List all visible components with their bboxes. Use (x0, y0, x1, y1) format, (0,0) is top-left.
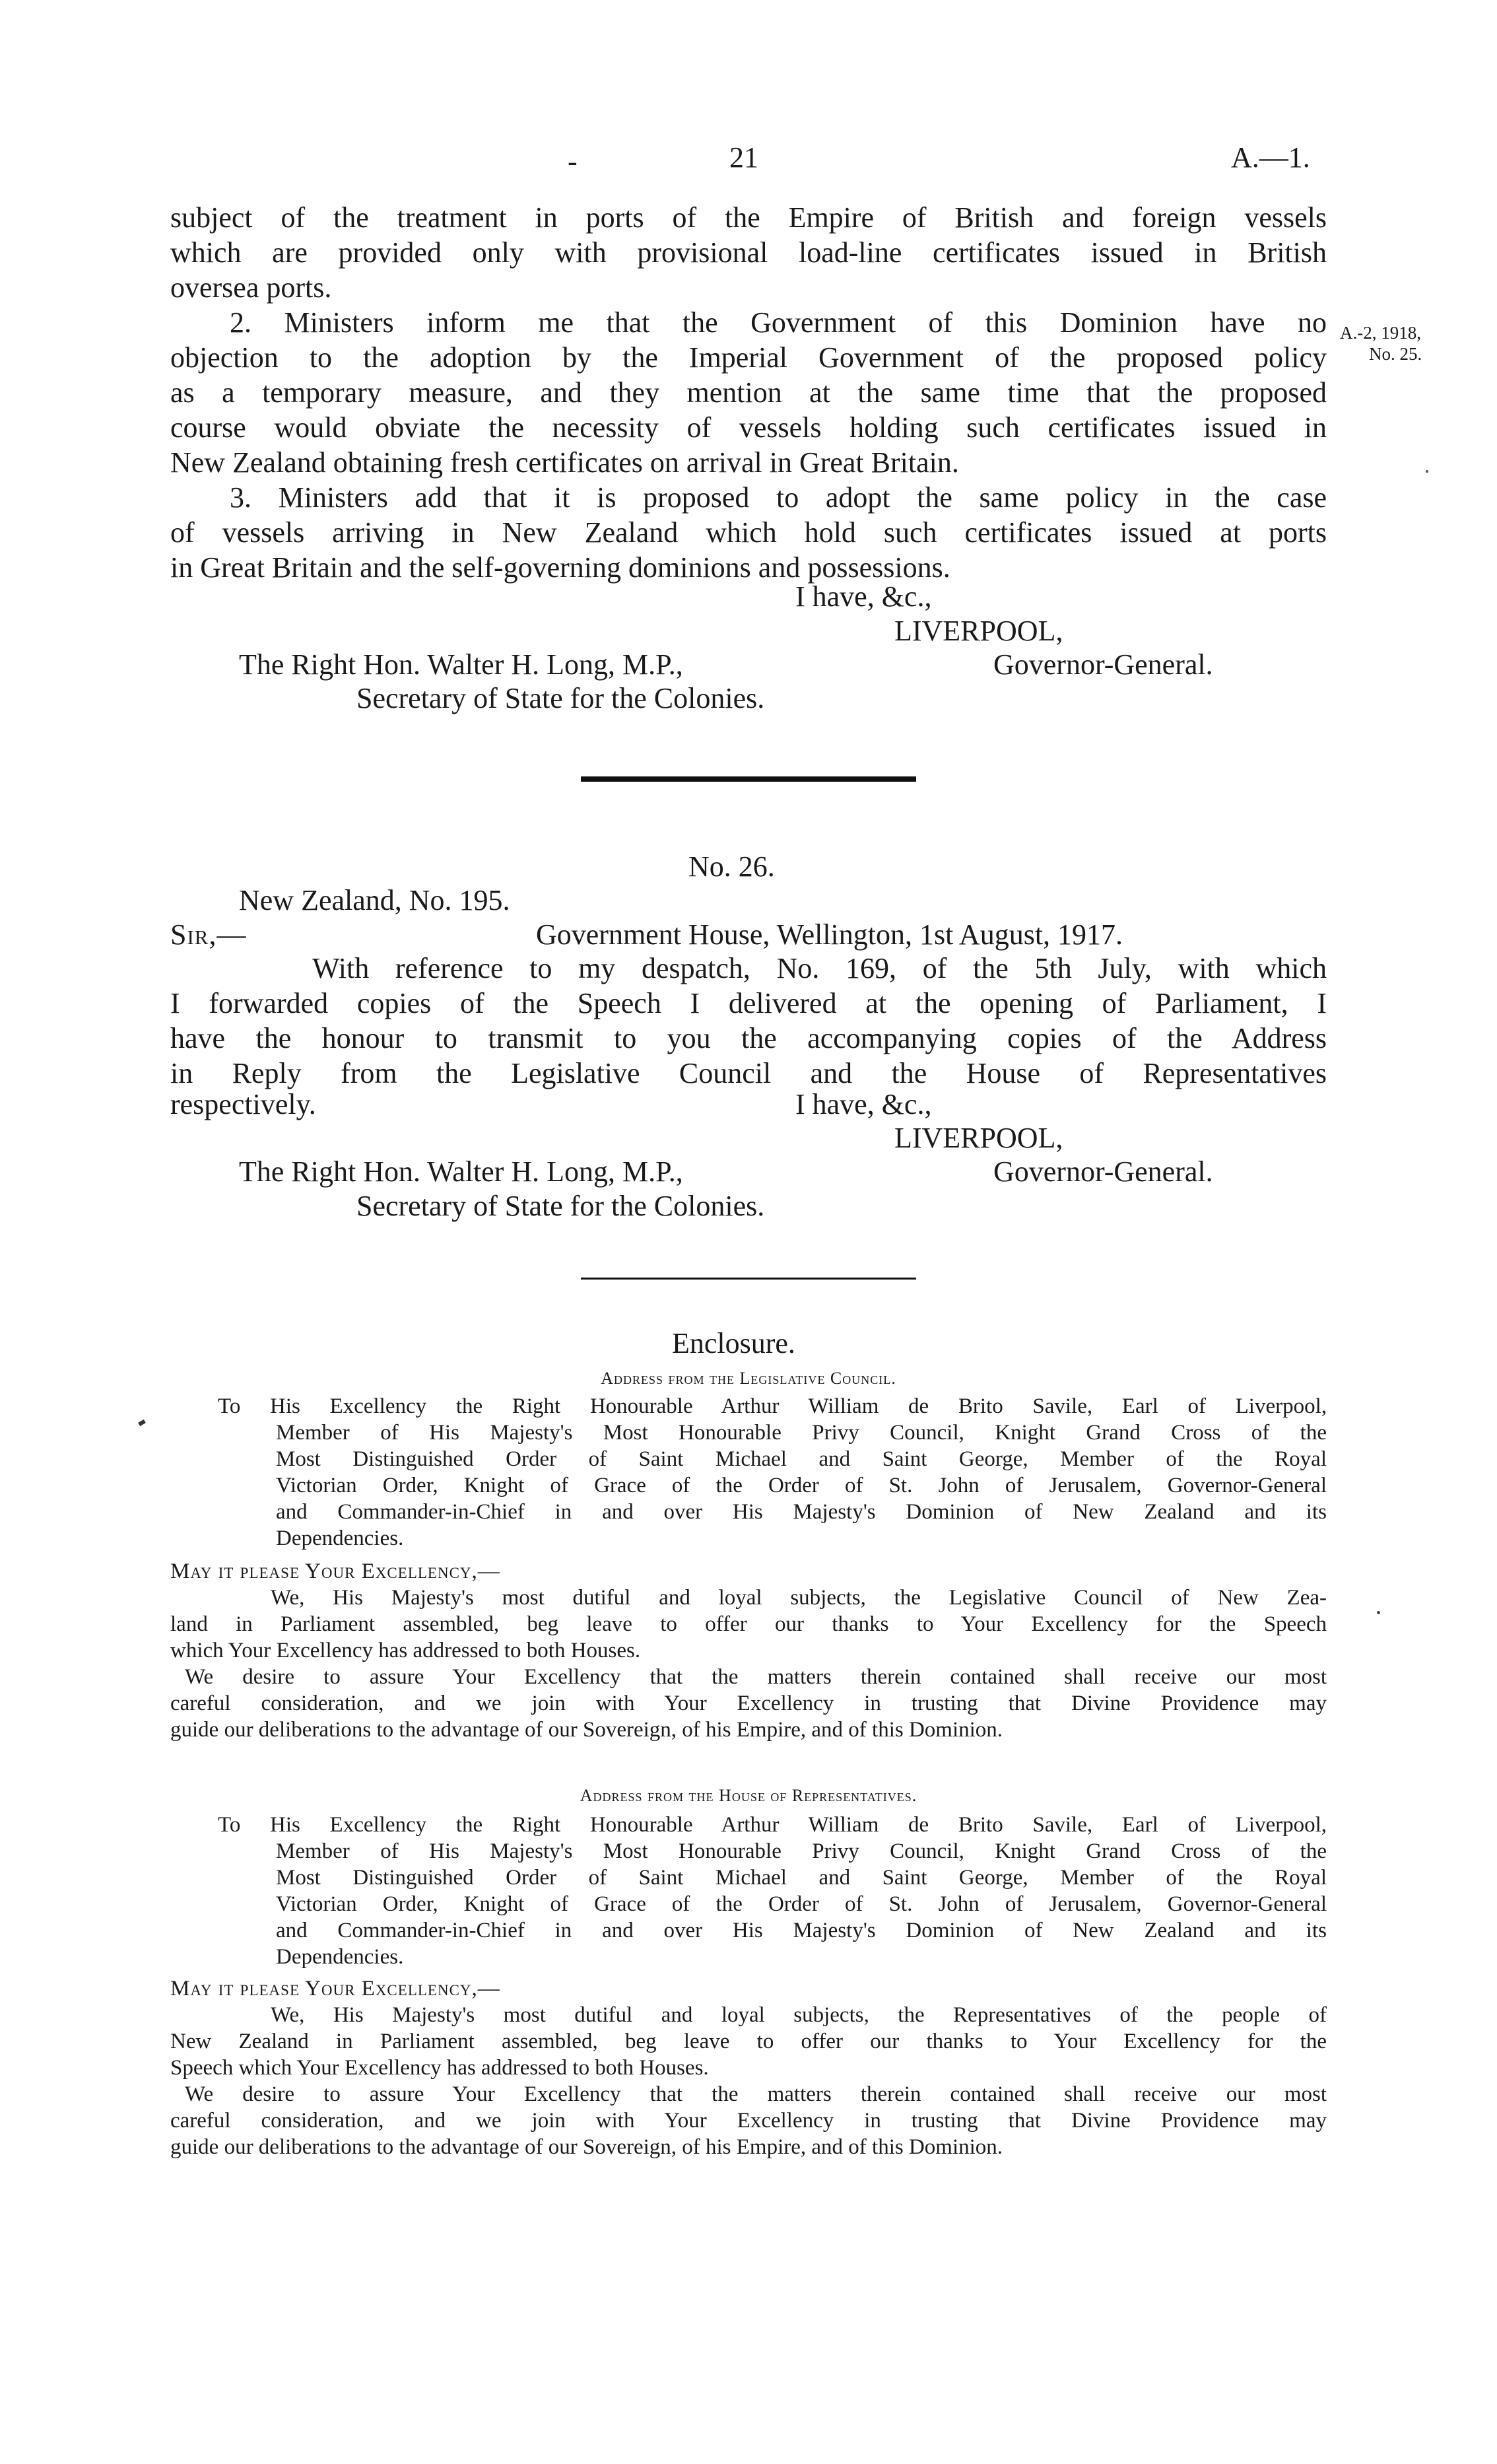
page-number: 21 (729, 141, 758, 174)
text-line: To His Excellency the Right Honourable Arthur William de Brito Savile, Earl of Liverpool, (218, 1813, 1327, 1837)
text-line: which are provided only with provisional load-line certificates issued in British (170, 236, 1327, 269)
text-line: Dependencies. (276, 1526, 404, 1550)
enclosure-title: Enclosure. (672, 1327, 795, 1359)
text-line: which Your Excellency has addressed to both Houses. (170, 1639, 641, 1662)
letter-26-place-date: Government House, Wellington, 1st August, 1917. (536, 918, 1123, 951)
text-line: course would obviate the necessity of vessels holding such certificates issued in (170, 411, 1327, 444)
text-line: Member of His Majesty's Most Honourable Privy Council, Knight Grand Cross of the (276, 1421, 1327, 1445)
text-line: To His Excellency the Right Honourable Arthur William de Brito Savile, Earl of Liverpool, (218, 1394, 1327, 1418)
letter-26-addressee: The Right Hon. Walter H. Long, M.P., (239, 1155, 683, 1188)
text-line: Most Distinguished Order of Saint Michael and Saint George, Member of the Royal (276, 1447, 1327, 1471)
text-line: Victorian Order, Knight of Grace of the Order of St. John of Jerusalem, Governor-General (276, 1892, 1327, 1916)
margin-note-line-1: A.-2, 1918, (1340, 323, 1421, 343)
text-line: Most Distinguished Order of Saint Michael and Saint George, Member of the Royal (276, 1866, 1327, 1890)
house-address-body (170, 2002, 1327, 2160)
council-address-body (170, 1585, 1327, 1743)
letter-26-reference: New Zealand, No. 195. (239, 884, 510, 916)
document-reference: A.—1. (1231, 141, 1310, 174)
text-line: Dependencies. (276, 1945, 404, 1969)
council-greeting: May it please Your Excellency,— (170, 1559, 500, 1583)
section-divider-thick (581, 776, 916, 782)
scan-speck (1426, 470, 1428, 473)
letter-26-number: No. 26. (688, 850, 775, 883)
text-line: careful consideration, and we join with Your Excellency in trusting that Divine Providence may (170, 2109, 1327, 2133)
letter-26-last-line: respectively. (170, 1088, 316, 1120)
text-line: careful consideration, and we join with Your Excellency in trusting that Divine Providence may (170, 1692, 1327, 1715)
text-line: in Great Britain and the self-governing dominions and possessions. (170, 551, 950, 584)
letter-26-body (170, 951, 1327, 1091)
margin-note-line-2: No. 25. (1369, 344, 1422, 364)
text-line: oversea ports. (170, 271, 332, 304)
letter-26-addressee-title: Secretary of State for the Colonies. (356, 1190, 765, 1222)
text-line: With reference to my despatch, No. 169, of the 5th July, with which (312, 952, 1327, 984)
text-line: as a temporary measure, and they mention at the same time that the proposed (170, 376, 1327, 409)
house-greeting: May it please Your Excellency,— (170, 1977, 500, 2001)
text-line: We, His Majesty's most dutiful and loyal subjects, the Legislative Council of New Zea- (271, 1586, 1327, 1610)
letter-26-signer-title: Governor-General. (993, 1155, 1213, 1188)
text-line: We desire to assure Your Excellency that the matters therein contained shall receive our most (185, 1665, 1327, 1689)
text-line: subject of the treatment in ports of the Empire of British and foreign vessels (170, 201, 1327, 234)
text-line: 3. Ministers add that it is proposed to adopt the same policy in the case (230, 481, 1327, 514)
text-line: Member of His Majesty's Most Honourable Privy Council, Knight Grand Cross of the (276, 1839, 1327, 1863)
letter-25-addressee: The Right Hon. Walter H. Long, M.P., (239, 648, 683, 681)
text-line: We, His Majesty's most dutiful and loyal subjects, the Representatives of the people of (271, 2003, 1327, 2027)
text-line: guide our deliberations to the advantage of our Sovereign, of his Empire, and of this Dominion. (170, 1718, 1003, 1742)
section-divider-thin (581, 1278, 916, 1280)
house-address-heading: Address from the House of Representatives. (580, 1786, 917, 1805)
letter-25-body (170, 200, 1327, 585)
council-address-heading: Address from the Legislative Council. (601, 1369, 896, 1388)
text-line: objection to the adoption by the Imperial Government of the proposed policy (170, 341, 1327, 374)
text-line: We desire to assure Your Excellency that the matters therein contained shall receive our most (185, 2082, 1327, 2106)
scan-speck (138, 1420, 146, 1426)
text-line: and Commander-in-Chief in and over His Majesty's Dominion of New Zealand and its (276, 1919, 1327, 1942)
letter-25-addressee-title: Secretary of State for the Colonies. (356, 682, 765, 714)
letter-26-salutation: Sir,— (170, 918, 247, 951)
house-address-recipient (170, 1812, 1327, 1970)
text-line: Speech which Your Excellency has addressed to both Houses. (170, 2056, 709, 2080)
letter-25-signature: LIVERPOOL, (894, 615, 1063, 647)
text-line: guide our deliberations to the advantage of our Sovereign, of his Empire, and of this Dominion. (170, 2135, 1003, 2159)
scan-speck (1377, 1611, 1380, 1614)
text-line: New Zealand obtaining fresh certificates on arrival in Great Britain. (170, 446, 959, 479)
text-line: New Zealand in Parliament assembled, beg leave to offer our thanks to Your Excellency for the (170, 2030, 1327, 2053)
text-line: 2. Ministers inform me that the Government of this Dominion have no (230, 306, 1327, 339)
letter-25-signer-title: Governor-General. (993, 648, 1213, 681)
council-address-recipient (170, 1393, 1327, 1552)
letter-26-closing: I have, &c., (795, 1088, 932, 1120)
text-line: of vessels arriving in New Zealand which hold such certificates issued at ports (170, 516, 1327, 549)
header-dash: - (568, 145, 578, 178)
text-line: I forwarded copies of the Speech I delivered at the opening of Parliament, I (170, 987, 1327, 1019)
text-line: have the honour to transmit to you the accompanying copies of the Address (170, 1022, 1327, 1054)
margin-note (1340, 322, 1422, 364)
letter-25-closing: I have, &c., (795, 580, 932, 613)
text-line: in Reply from the Legislative Council and the House of Representatives (170, 1057, 1327, 1089)
text-line: and Commander-in-Chief in and over His Majesty's Dominion of New Zealand and its (276, 1500, 1327, 1524)
text-line: Victorian Order, Knight of Grace of the Order of St. John of Jerusalem, Governor-General (276, 1474, 1327, 1497)
letter-26-signature: LIVERPOOL, (894, 1122, 1063, 1154)
text-line: land in Parliament assembled, beg leave to offer our thanks to Your Excellency for the Speech (170, 1612, 1327, 1636)
